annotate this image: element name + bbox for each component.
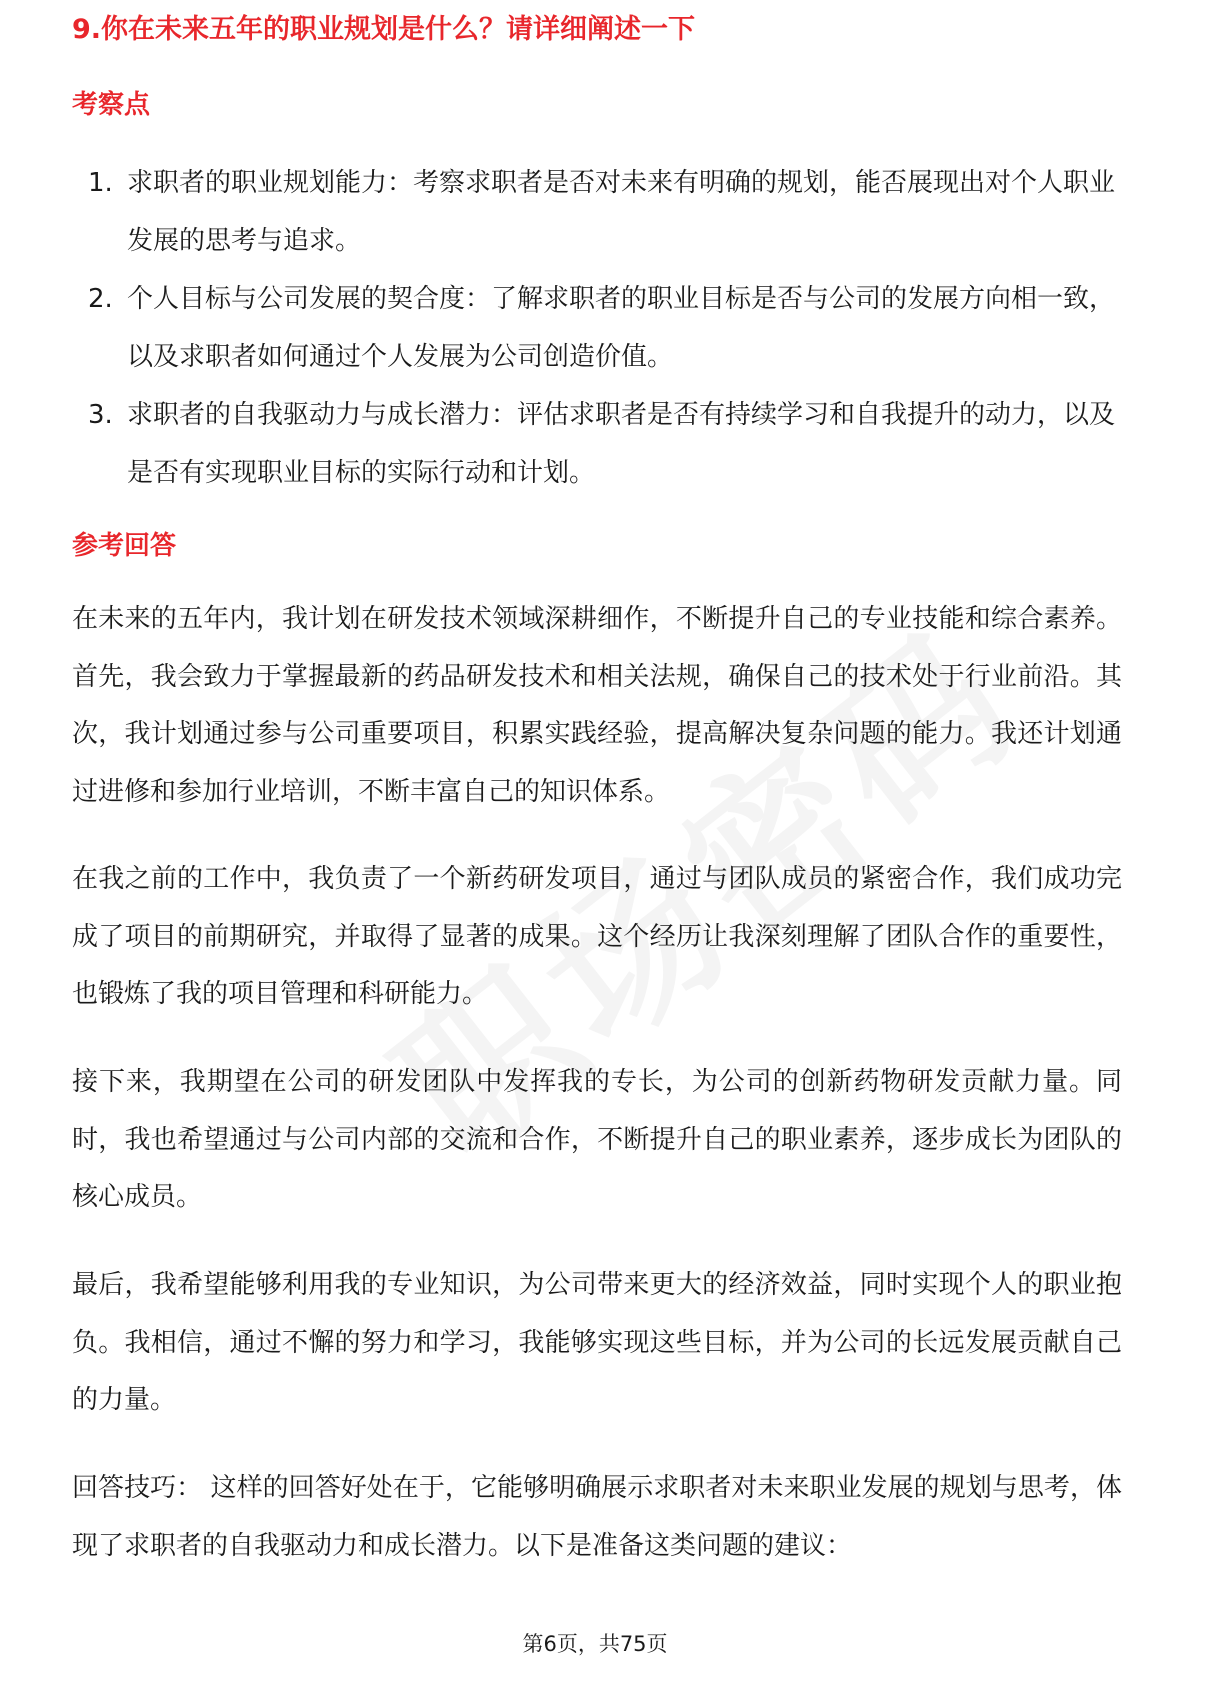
answer-paragraph: 在未来的五年内，我计划在研发技术领域深耕细作，不断提升自己的专业技能和综合素养。首先，我会致力于掌握最新的药品研发技术和相关法规，确保自己的技术处于行业前沿。其次，我计划通过参与公司重要项目，积累实践经验，提高解决复杂问题的能力。我还计划通过进修和参加行业培训，不断丰富自己的知识体系。: [72, 604, 1122, 807]
question-heading-text: 9.你在未来五年的职业规划是什么？请详细阐述一下: [72, 14, 696, 45]
list-item: [72, 386, 1122, 502]
list-item: [72, 270, 1122, 386]
list-item-text: 个人目标与公司发展的契合度：了解求职者的职业目标是否与公司的发展方向相一致，以及求职者如何通过个人发展为公司创造价值。: [127, 284, 1116, 372]
page-number-footer: 第6页，共75页: [522, 1632, 668, 1656]
section-title-cankao: 参考回答: [72, 531, 177, 561]
answer-paragraph: 接下来，我期望在公司的研发团队中发挥我的专长，为公司的创新药物研发贡献力量。同时，我也希望通过与公司内部的交流和合作，不断提升自己的职业素养，逐步成长为团队的核心成员。: [72, 1067, 1122, 1212]
list-item-text: 求职者的职业规划能力：考察求职者是否对未来有明确的规划，能否展现出对个人职业发展的思考与追求。: [127, 168, 1116, 256]
answer-paragraph: 在我之前的工作中，我负责了一个新药研发项目，通过与团队成员的紧密合作，我们成功完成了项目的前期研究，并取得了显著的成果。这个经历让我深刻理解了团队合作的重要性，也锻炼了我的项目管理和科研能力。: [72, 864, 1122, 1009]
list-item-number: 3.: [88, 400, 113, 430]
answer-tips-paragraph: 回答技巧： 这样的回答好处在于，它能够明确展示求职者对未来职业发展的规划与思考，体现了求职者的自我驱动力和成长潜力。以下是准备这类问题的建议：: [72, 1473, 1122, 1561]
list-item-number: 2.: [88, 284, 113, 314]
list-item-text: 求职者的自我驱动力与成长潜力：评估求职者是否有持续学习和自我提升的动力，以及是否有实现职业目标的实际行动和计划。: [127, 400, 1116, 488]
evaluation-points-list: [72, 154, 1122, 502]
section-title-kaochadian: 考察点: [72, 90, 151, 120]
answer-paragraph: 最后，我希望能够利用我的专业知识，为公司带来更大的经济效益，同时实现个人的职业抱负。我相信，通过不懈的努力和学习，我能够实现这些目标，并为公司的长远发展贡献自己的力量。: [72, 1270, 1122, 1415]
list-item: [72, 154, 1122, 270]
question-heading-partial: [72, 14, 712, 52]
list-item-number: 1.: [88, 168, 113, 198]
